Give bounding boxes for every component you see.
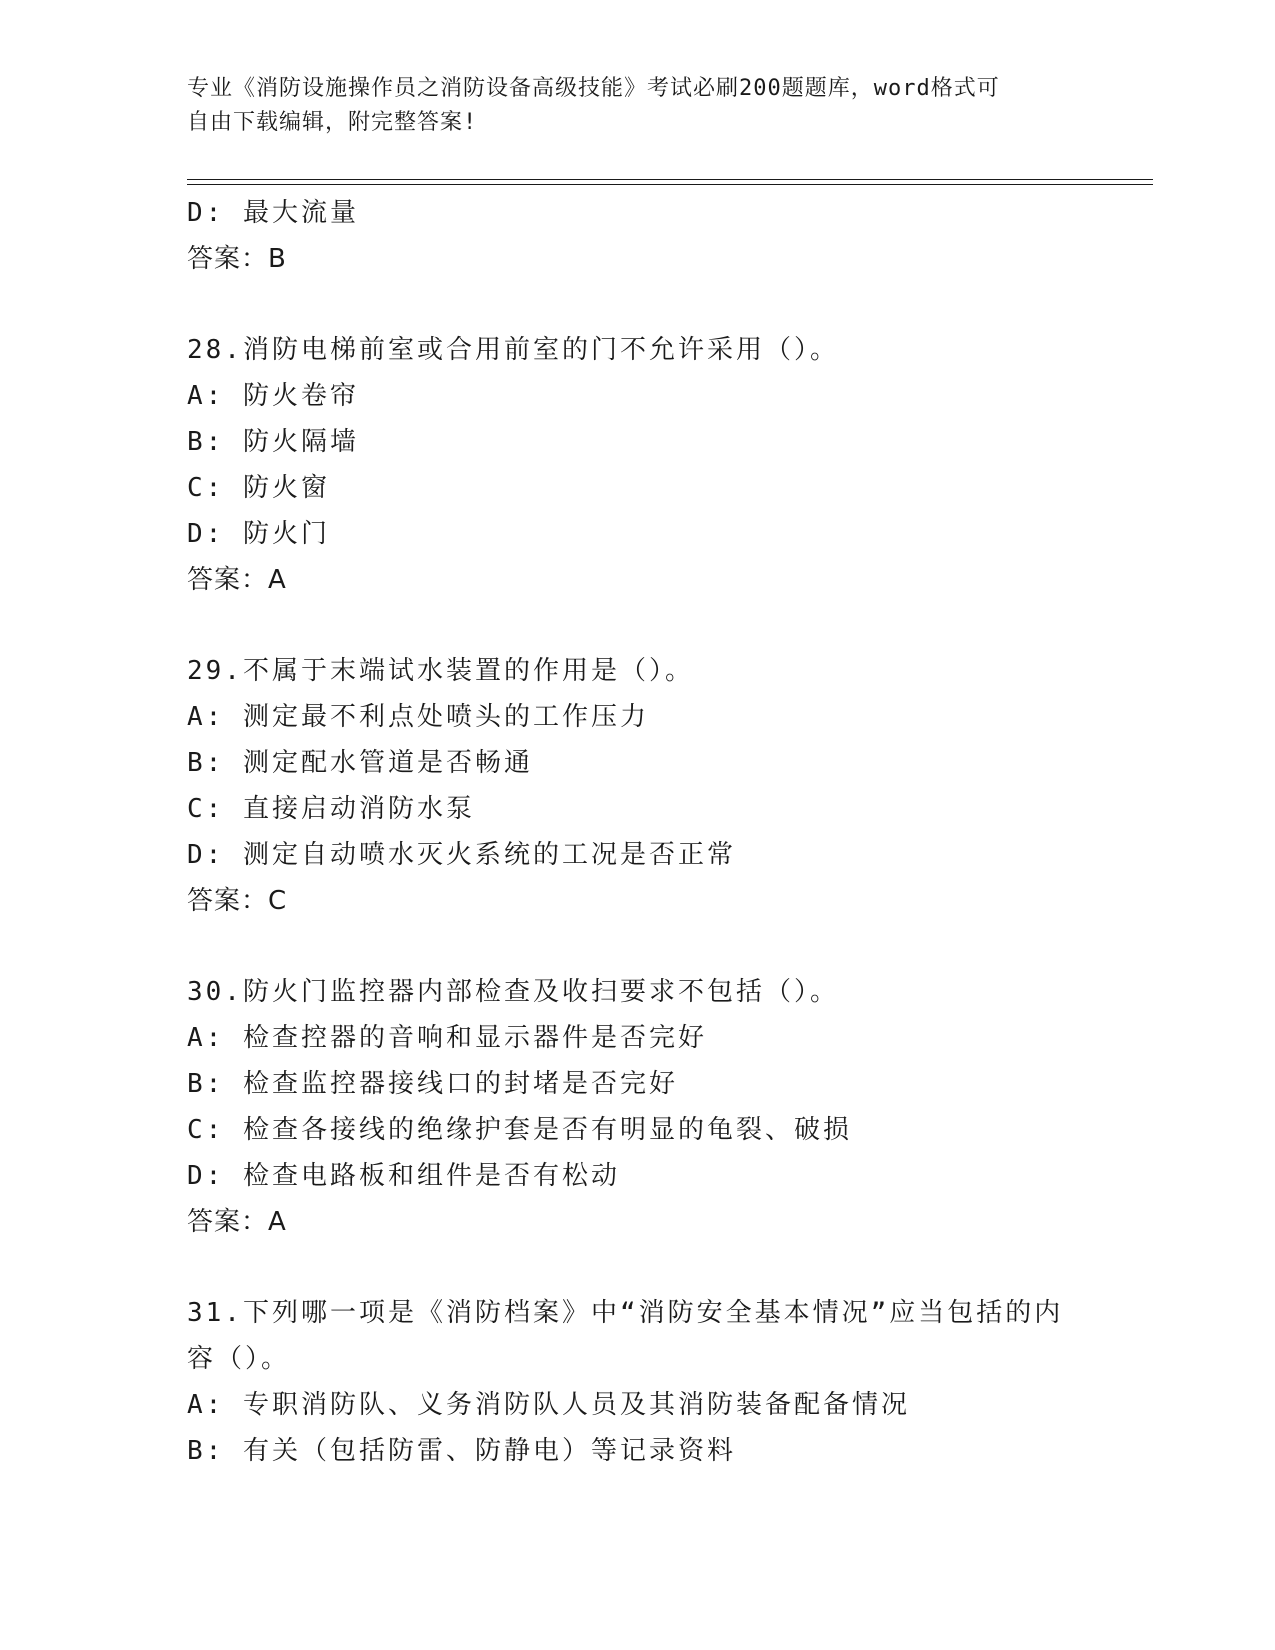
option-d: D: 测定自动喷水灭火系统的工况是否正常 <box>187 840 736 870</box>
option-c: C: 防火窗 <box>187 473 330 503</box>
answer-line: 答案：A <box>187 565 287 595</box>
question-31 <box>187 1290 1087 1474</box>
question-title-line-2: 容（）。 <box>187 1344 291 1374</box>
option-d: D: 检查电路板和组件是否有松动 <box>187 1161 620 1191</box>
option-a: A: 防火卷帘 <box>187 381 359 411</box>
question-title: 28.消防电梯前室或合用前室的门不允许采用（）。 <box>187 335 839 365</box>
question-30 <box>187 969 1087 1245</box>
option-a: A: 专职消防队、义务消防队人员及其消防装备配备情况 <box>187 1390 910 1420</box>
spacer <box>187 924 1087 969</box>
header-rule-top <box>187 179 1153 180</box>
question-title: 30.防火门监控器内部检查及收扫要求不包括（）。 <box>187 977 839 1007</box>
question-title-line-1: 31.下列哪一项是《消防档案》中“消防安全基本情况”应当包括的内 <box>187 1298 1064 1328</box>
option-b: B: 防火隔墙 <box>187 427 359 457</box>
answer-line: 答案：A <box>187 1207 287 1237</box>
option-b: B: 有关（包括防雷、防静电）等记录资料 <box>187 1436 736 1466</box>
option-b: B: 测定配水管道是否畅通 <box>187 748 533 778</box>
option-c: C: 直接启动消防水泵 <box>187 794 475 824</box>
question-content <box>187 190 1087 1474</box>
option-a: A: 检查控器的音响和显示器件是否完好 <box>187 1023 707 1053</box>
option-a: A: 测定最不利点处喷头的工作压力 <box>187 702 649 732</box>
question-28 <box>187 327 1087 603</box>
spacer <box>187 282 1087 327</box>
answer-line: 答案：C <box>187 886 288 916</box>
option-d: D: 防火门 <box>187 519 330 549</box>
question-title: 29.不属于末端试水装置的作用是（）。 <box>187 656 694 686</box>
option-d: D: 最大流量 <box>187 198 359 228</box>
spacer <box>187 603 1087 648</box>
document-header <box>187 72 1087 140</box>
option-c: C: 检查各接线的绝缘护套是否有明显的龟裂、破损 <box>187 1115 852 1145</box>
header-line-2: 自由下载编辑，附完整答案! <box>187 110 478 135</box>
header-rule-bottom <box>187 184 1153 185</box>
header-line-1: 专业《消防设施操作员之消防设备高级技能》考试必刷200题题库，word格式可 <box>187 76 1000 101</box>
question-29 <box>187 648 1087 924</box>
answer-line: 答案：B <box>187 244 287 274</box>
option-b: B: 检查监控器接线口的封堵是否完好 <box>187 1069 678 1099</box>
spacer <box>187 1245 1087 1290</box>
